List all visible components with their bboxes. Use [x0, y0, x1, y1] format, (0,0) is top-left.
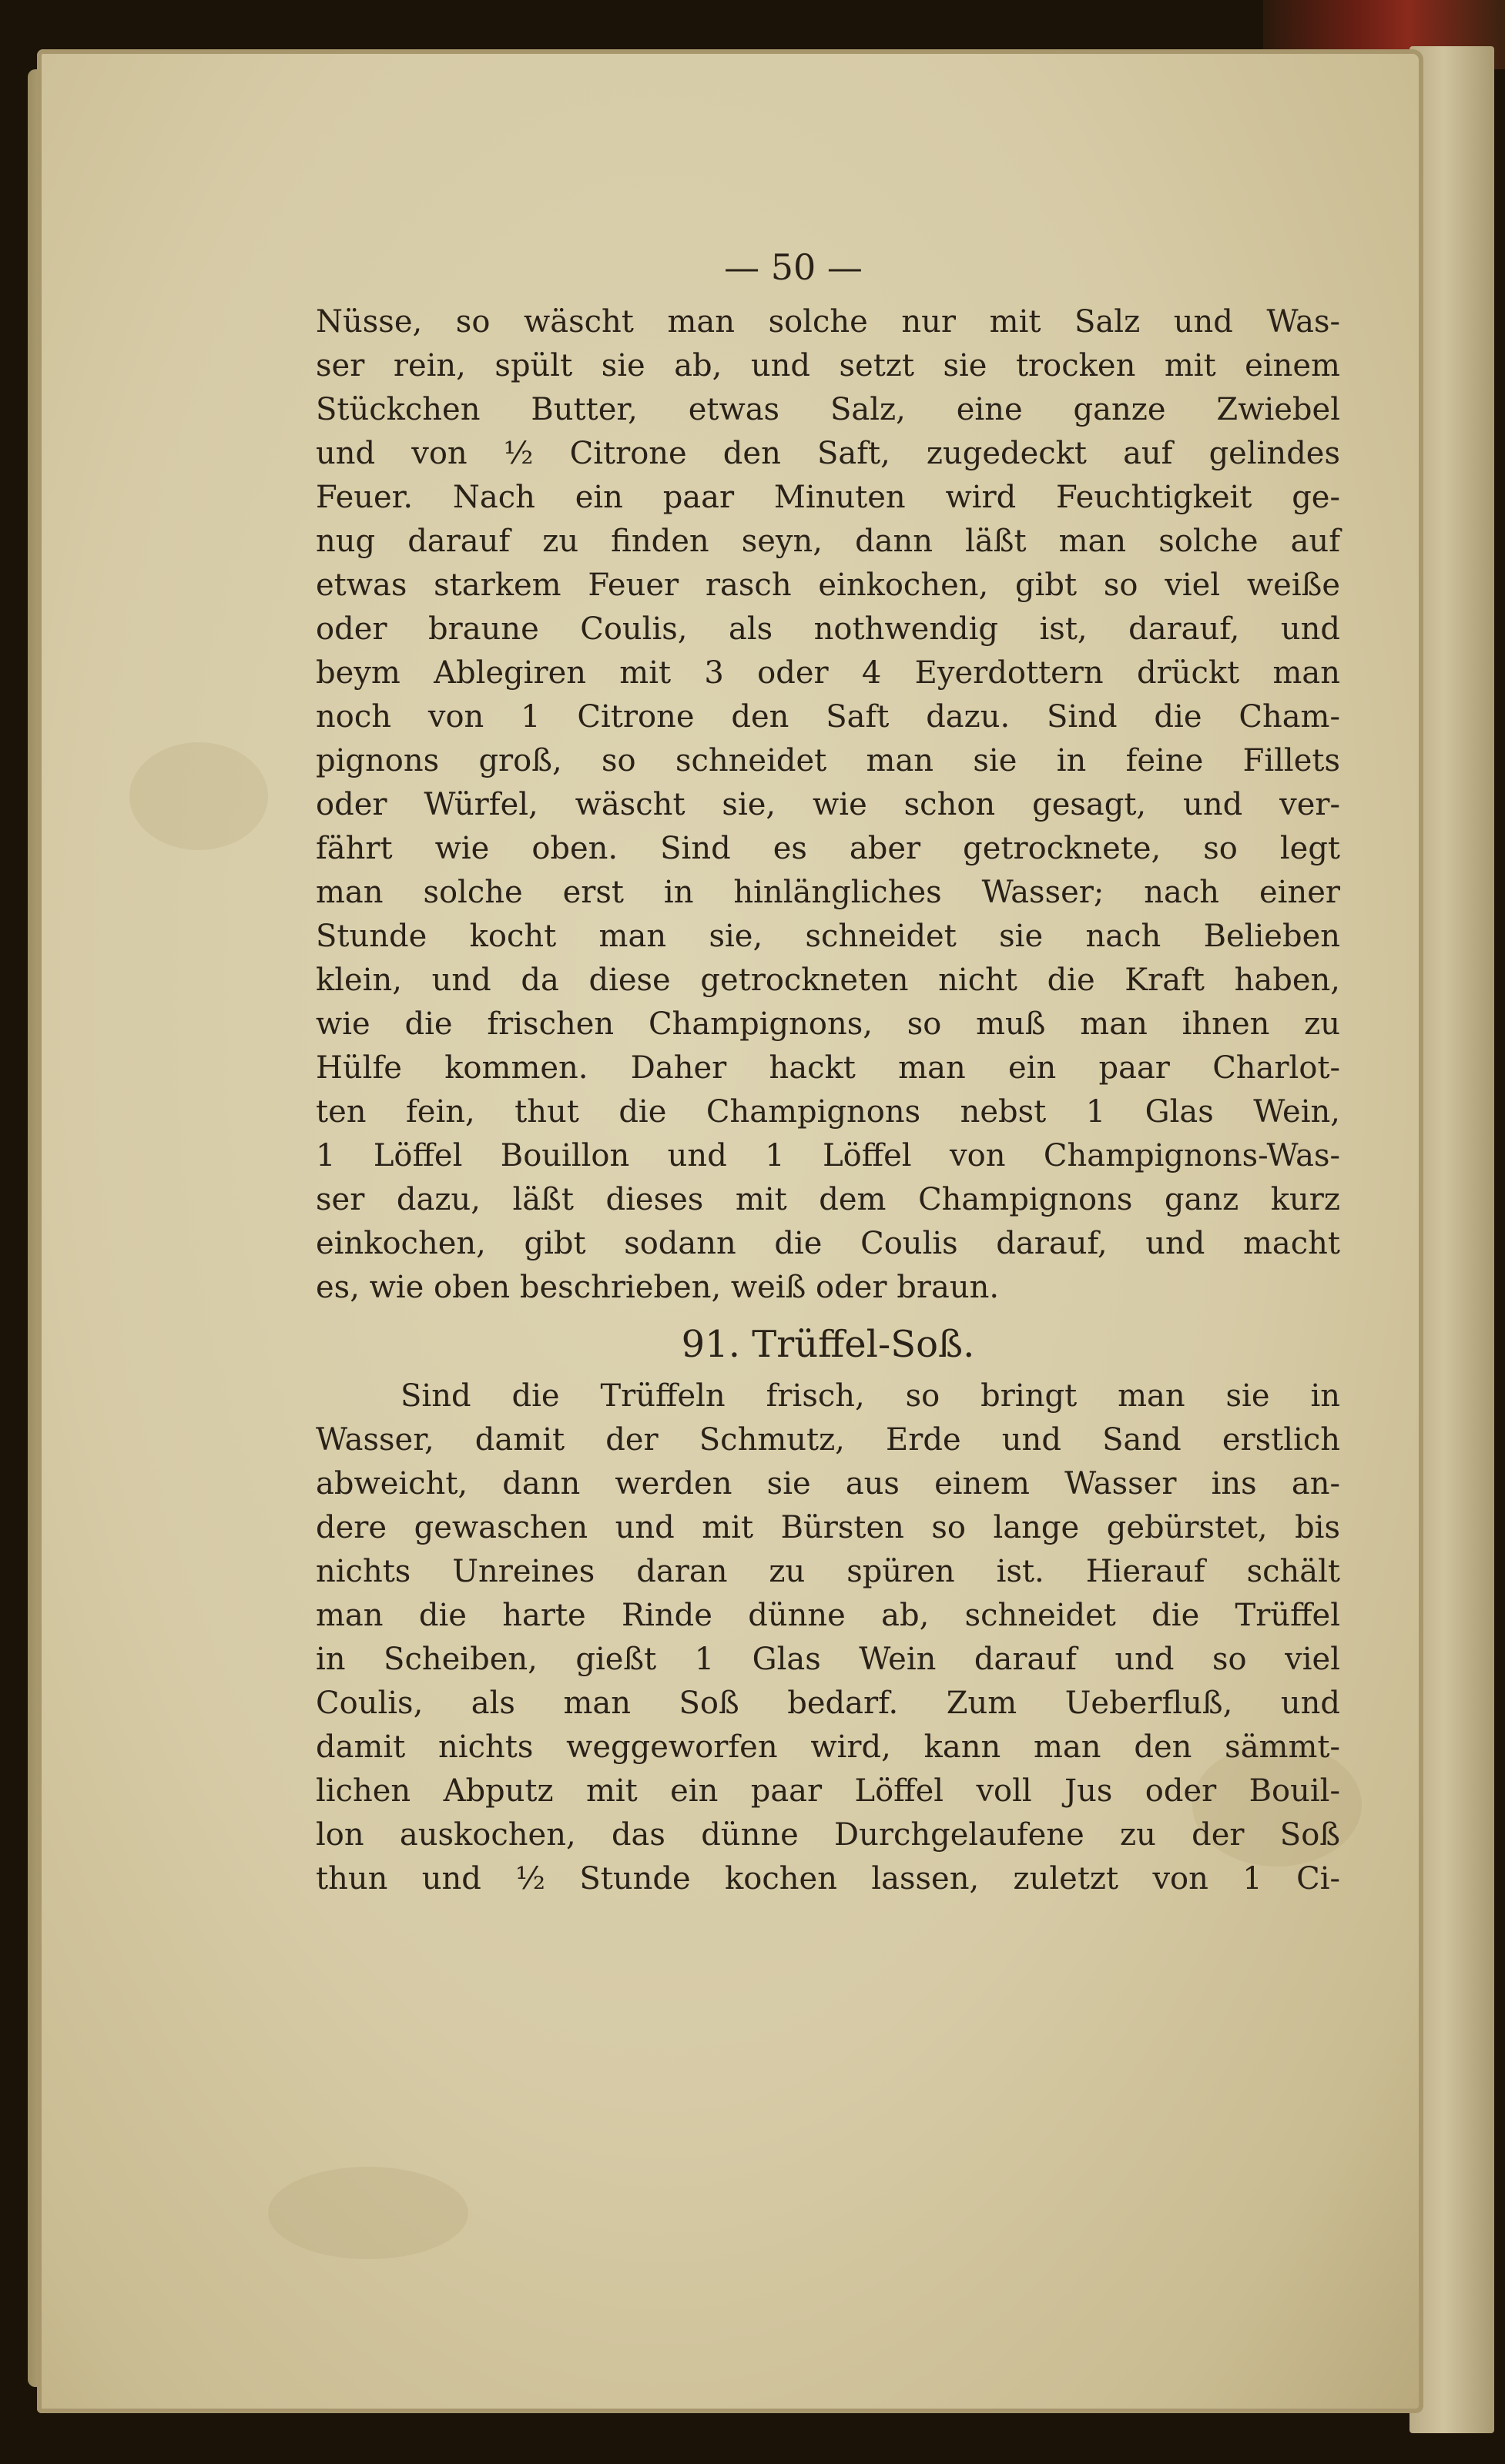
page-body: [316, 300, 1340, 1901]
paragraph-trueffel-soss: [316, 1374, 1340, 1901]
text-line: man solche erst in hinlängliches Wasser; nach einer: [316, 875, 1340, 910]
text-line: lon auskochen, das dünne Durchgelaufene zu der Soß: [316, 1817, 1340, 1853]
text-line: Stückchen Butter, etwas Salz, eine ganze Zwiebel: [316, 392, 1340, 427]
text-line: thun und ½ Stunde kochen lassen, zuletzt von 1 Ci-: [316, 1861, 1340, 1897]
text-line: Coulis, als man Soß bedarf. Zum Ueberfluß, und: [316, 1686, 1340, 1721]
text-line: nug darauf zu finden seyn, dann läßt man solche auf: [316, 524, 1340, 559]
text-line: Wasser, damit der Schmutz, Erde und Sand erstlich: [316, 1422, 1340, 1458]
text-line: pignons groß, so schneidet man sie in feine Fillets: [316, 743, 1340, 778]
text-line: Stunde kocht man sie, schneidet sie nach Belieben: [316, 919, 1340, 954]
text-line: in Scheiben, gießt 1 Glas Wein darauf und so viel: [316, 1642, 1340, 1677]
text-line: nichts Unreines daran zu spüren ist. Hierauf schält: [316, 1554, 1340, 1589]
text-line: wie die frischen Champignons, so muß man ihnen zu: [316, 1006, 1340, 1042]
text-line: abweicht, dann werden sie aus einem Wasser ins an-: [316, 1466, 1340, 1502]
text-line: ser rein, spült sie ab, und setzt sie trocken mit einem: [316, 348, 1340, 383]
text-line: Feuer. Nach ein paar Minuten wird Feuchtigkeit ge-: [316, 480, 1340, 515]
text-line: dere gewaschen und mit Bürsten so lange gebürstet, bis: [316, 1510, 1340, 1545]
text-line: einkochen, gibt sodann die Coulis darauf, und macht: [316, 1226, 1340, 1261]
text-line: noch von 1 Citrone den Saft dazu. Sind die Cham-: [316, 699, 1340, 735]
text-line: und von ½ Citrone den Saft, zugedeckt auf gelindes: [316, 436, 1340, 471]
text-line: oder braune Coulis, als nothwendig ist, darauf, und: [316, 611, 1340, 647]
text-line: ser dazu, läßt dieses mit dem Champignons ganz kurz: [316, 1182, 1340, 1217]
paragraph-champignons: [316, 300, 1340, 1310]
text-line: Nüsse, so wäscht man solche nur mit Salz und Was-: [316, 304, 1340, 340]
text-line: damit nichts weggeworfen wird, kann man den sämmt-: [316, 1729, 1340, 1765]
text-line: etwas starkem Feuer rasch einkochen, gibt so viel weiße: [316, 567, 1340, 603]
section-heading: 91. Trüffel-Soß.: [681, 1323, 975, 1366]
text-line: Sind die Trüffeln frisch, so bringt man sie in: [401, 1378, 1340, 1414]
text-line: klein, und da diese getrockneten nicht die Kraft haben,: [316, 962, 1340, 998]
text-line: oder Würfel, wäscht sie, wie schon gesagt, und ver-: [316, 787, 1340, 822]
text-line: lichen Abputz mit ein paar Löffel voll Jus oder Bouil-: [316, 1773, 1340, 1809]
text-line: fährt wie oben. Sind es aber getrocknete, so legt: [316, 831, 1340, 866]
page-number: — 50 —: [724, 246, 863, 288]
text-line: Hülfe kommen. Daher hackt man ein paar Charlot-: [316, 1050, 1340, 1086]
text-line: man die harte Rinde dünne ab, schneidet die Trüffel: [316, 1598, 1340, 1633]
text-line: ten fein, thut die Champignons nebst 1 Glas Wein,: [316, 1094, 1340, 1130]
text-line: beym Ablegiren mit 3 oder 4 Eyerdottern drückt man: [316, 655, 1340, 691]
text-line: es, wie oben beschrieben, weiß oder braun.: [316, 1270, 1000, 1305]
text-line: 1 Löffel Bouillon und 1 Löffel von Champignons-Was-: [316, 1138, 1340, 1173]
